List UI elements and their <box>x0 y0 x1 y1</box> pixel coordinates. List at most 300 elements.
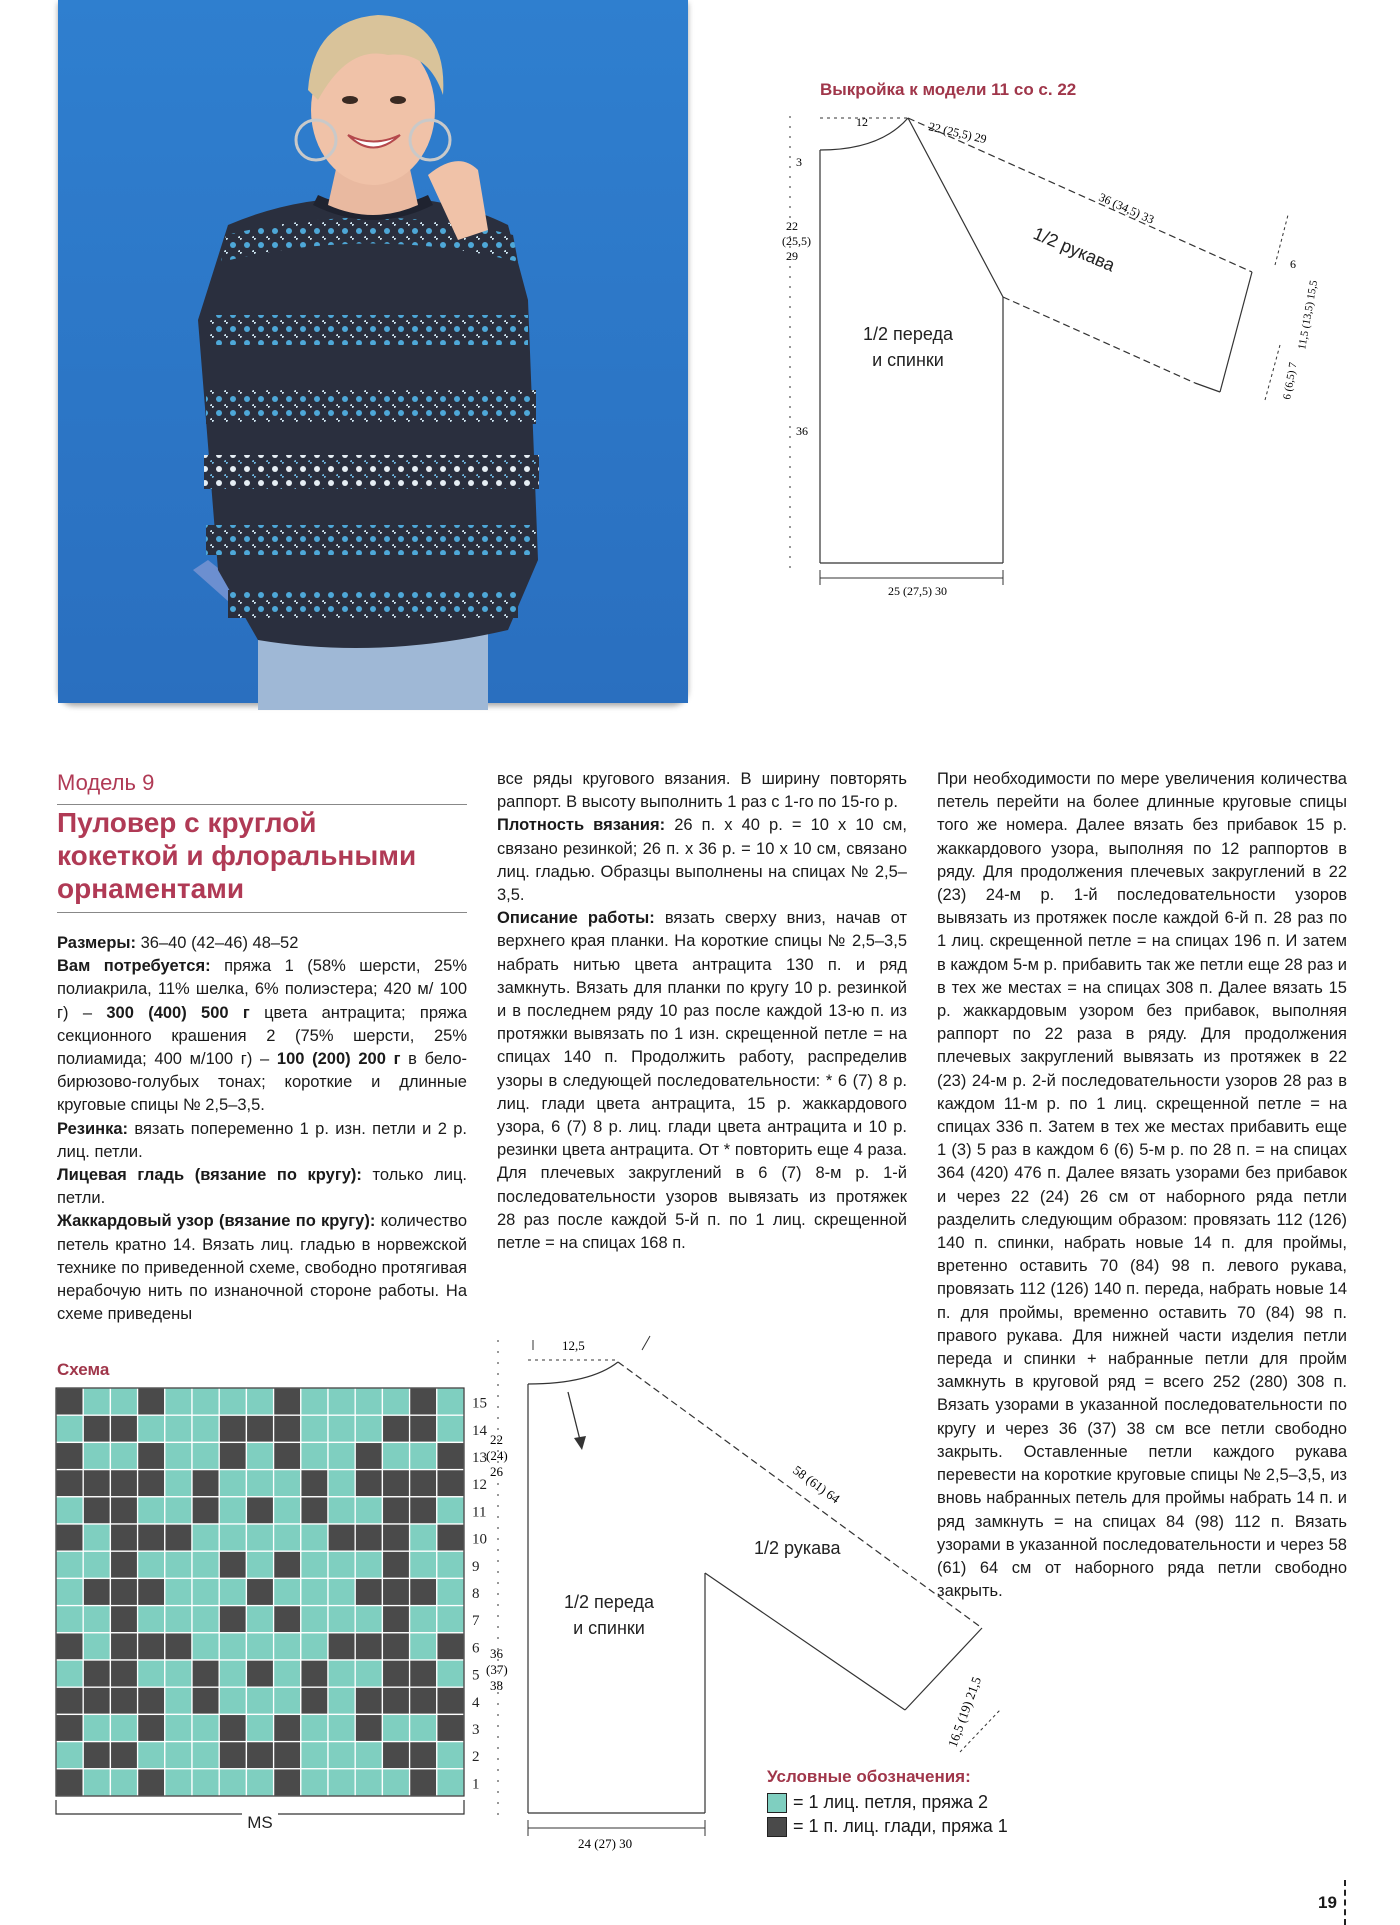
chart-cell <box>410 1606 437 1633</box>
text-column-1 <box>57 932 467 1326</box>
chart-cell <box>410 1415 437 1442</box>
chart-cell <box>138 1551 165 1578</box>
chart-cell <box>355 1388 382 1415</box>
chart-cell <box>165 1769 192 1796</box>
chart-cell <box>437 1687 464 1714</box>
body-length-2-1: 36 <box>490 1646 503 1661</box>
chart-cell <box>274 1442 301 1469</box>
chart-cell <box>110 1551 137 1578</box>
chart-cell <box>110 1742 137 1769</box>
sleeve-length-label-2: 58 (61) 64 <box>790 1462 843 1507</box>
chart-cell <box>83 1742 110 1769</box>
chart-cell <box>328 1578 355 1605</box>
chart-cell <box>274 1415 301 1442</box>
chart-cell <box>138 1388 165 1415</box>
chart-cell <box>138 1497 165 1524</box>
chart-cell <box>382 1470 409 1497</box>
chart-cell <box>437 1660 464 1687</box>
chart-cell <box>355 1687 382 1714</box>
chart-cell <box>83 1660 110 1687</box>
chart-cell <box>138 1578 165 1605</box>
scheme-title: Схема <box>57 1360 110 1379</box>
chart-cell <box>165 1388 192 1415</box>
chart-cell <box>437 1714 464 1741</box>
title-line-3: орнаментами <box>57 873 245 904</box>
body-width-label: 25 (27,5) 30 <box>888 584 947 598</box>
chart-cell <box>56 1742 83 1769</box>
chart-cell <box>192 1687 219 1714</box>
legend-title: Условные обозначения: <box>767 1767 971 1786</box>
chart-cell <box>165 1470 192 1497</box>
chart-cell <box>382 1551 409 1578</box>
chart-cell <box>192 1742 219 1769</box>
teal-swatch-icon <box>767 1793 787 1813</box>
chart-cell <box>410 1442 437 1469</box>
chart-cell <box>165 1606 192 1633</box>
heading-rule-top <box>57 804 467 805</box>
chart-cell <box>56 1442 83 1469</box>
chart-cell <box>355 1524 382 1551</box>
chart-cell <box>138 1714 165 1741</box>
chart-row-number: 2 <box>472 1749 480 1766</box>
chart-cell <box>328 1497 355 1524</box>
chart-cell <box>328 1415 355 1442</box>
chart-cell <box>382 1578 409 1605</box>
sleeve-part-label: 1/2 рукава <box>1030 223 1118 276</box>
chart-cell <box>274 1714 301 1741</box>
chart-cell <box>328 1742 355 1769</box>
chart-cell <box>56 1578 83 1605</box>
chart-cell <box>437 1497 464 1524</box>
chart-cell <box>274 1388 301 1415</box>
chart-cell <box>138 1633 165 1660</box>
chart-cell <box>56 1769 83 1796</box>
chart-cell <box>355 1497 382 1524</box>
chart-row-number: 15 <box>472 1395 487 1412</box>
chart-cell <box>274 1633 301 1660</box>
chart-cell <box>382 1742 409 1769</box>
chart-cell <box>437 1769 464 1796</box>
chart-row-number: 1 <box>472 1776 480 1793</box>
chart-cell <box>274 1470 301 1497</box>
chart-cell <box>165 1415 192 1442</box>
chart-cell <box>410 1551 437 1578</box>
heading-rule-bottom <box>57 912 467 913</box>
chart-cell <box>110 1660 137 1687</box>
armhole-depth-2: (25,5) <box>782 234 811 248</box>
chart-cell <box>165 1442 192 1469</box>
chart-cell <box>246 1415 273 1442</box>
chart-cell <box>110 1633 137 1660</box>
model-title <box>57 806 467 905</box>
text-column-2 <box>497 768 907 1255</box>
chart-cell <box>192 1578 219 1605</box>
legend-item-teal: = 1 лиц. петля, пряжа 2 <box>767 1792 1008 1813</box>
chart-cell <box>437 1606 464 1633</box>
chart-cell <box>219 1442 246 1469</box>
chart-cell <box>83 1769 110 1796</box>
chart-cell <box>110 1442 137 1469</box>
chart-cell <box>382 1388 409 1415</box>
chart-cell <box>165 1578 192 1605</box>
chart-row-number: 11 <box>472 1504 487 1521</box>
chart-cell <box>355 1633 382 1660</box>
chart-cell <box>138 1769 165 1796</box>
chart-cell <box>83 1687 110 1714</box>
model-label: Модель 9 <box>57 770 155 795</box>
chart-cell <box>219 1769 246 1796</box>
chart-cell <box>110 1578 137 1605</box>
model-photo <box>58 0 688 703</box>
jacquard-paragraph: Жаккардовый узор (вязание по кругу): количество петель кратно 14. Вязать лиц. гладью в норвежской технике по приведенной схеме, свободно протягивая нерабочую нить по изнаночной стороне работы. На схеме приведены <box>57 1212 468 1324</box>
cuff-bottom-label: 6 (6,5) 7 <box>1281 361 1300 401</box>
pattern-caption: Выкройка к модели 11 со с. 22 <box>820 80 1077 99</box>
chart-cell <box>246 1497 273 1524</box>
title-line-2: кокеткой и флоральными <box>57 840 417 871</box>
chart-cell <box>246 1606 273 1633</box>
chart-cell <box>192 1606 219 1633</box>
sweater-photo-illustration <box>58 0 688 703</box>
chart-cell <box>192 1660 219 1687</box>
jacquard-chart <box>56 1388 487 1838</box>
chart-cell <box>382 1442 409 1469</box>
chart-cell <box>56 1551 83 1578</box>
chart-cell <box>274 1660 301 1687</box>
chart-cell <box>301 1388 328 1415</box>
ms-label: MS <box>247 1813 273 1832</box>
chart-cell <box>437 1633 464 1660</box>
chart-cell <box>355 1415 382 1442</box>
chart-cell <box>110 1388 137 1415</box>
neck-width-label-2: 12,5 <box>562 1338 585 1353</box>
chart-cell <box>219 1687 246 1714</box>
chart-cell <box>328 1388 355 1415</box>
chart-cell <box>328 1606 355 1633</box>
chart-cell <box>110 1606 137 1633</box>
chart-cell <box>328 1687 355 1714</box>
chart-cell <box>56 1388 83 1415</box>
chart-cell <box>192 1714 219 1741</box>
page-edge-mark <box>1344 1880 1346 1925</box>
chart-cell <box>274 1497 301 1524</box>
chart-cell <box>138 1742 165 1769</box>
body-length-label: 36 <box>796 424 808 438</box>
chart-cell <box>246 1578 273 1605</box>
chart-cell <box>110 1524 137 1551</box>
chart-cell <box>138 1470 165 1497</box>
chart-cell <box>246 1742 273 1769</box>
chart-row-number: 12 <box>472 1477 487 1494</box>
chart-cell <box>83 1388 110 1415</box>
cuff-width-label-2: 16,5 (19) 21,5 <box>944 1674 985 1750</box>
chart-row-number: 14 <box>472 1422 487 1439</box>
chart-cell <box>382 1524 409 1551</box>
chart-cell <box>246 1524 273 1551</box>
chart-cell <box>382 1606 409 1633</box>
chart-cell <box>410 1660 437 1687</box>
chart-cell <box>56 1415 83 1442</box>
chart-cell <box>165 1497 192 1524</box>
chart-cell <box>246 1442 273 1469</box>
chart-cell <box>138 1524 165 1551</box>
chart-cell <box>328 1714 355 1741</box>
chart-cell <box>382 1769 409 1796</box>
chart-cell <box>165 1714 192 1741</box>
chart-cell <box>165 1551 192 1578</box>
chart-cell <box>192 1633 219 1660</box>
armhole-depth-2-1: 22 <box>490 1432 503 1447</box>
body-length-2-2: (37) <box>486 1662 508 1677</box>
chart-cell <box>274 1606 301 1633</box>
stockinette-paragraph: Лицевая гладь (вязание по кругу): только лиц. петли. <box>57 1166 467 1208</box>
chart-cell <box>246 1687 273 1714</box>
continuation-paragraph: При необходимости по мере увеличения количества петель перейти на более длинные круговые спицы того же номера. Далее вязать без прибавок 15 р. жаккардового узора, выполняя по 12 раппортов в ряду. Для продолжения плечевых закруглений в 22 (23) 24-м р. 1-й последовательности узоров вывязать из протяжек после каждой 6-й п. 28 раз по 1 лиц. скрещенной петле = на спицах 196 п. И затем в каждом 5-м р. прибавить так же петли еще 28 раз и в тех же местах = на спицах 308 п. Далее вязать 15 р. жаккардовым узором без прибавок, выполняя раппорт по 22 раза в ряду. Для продолжения плечевых закруглений вывязать из протяжек в 22 (23) 24-м р. 2-й последовательности узоров 28 раз в каждом 11-м р. по 1 лиц. скрещенной петле = на спицах 336 п. Затем в тех же местах прибавить еще 1 (3) 5 раз в каждом 6 (6) 5-м р. по 28 п. = на спицах 364 (420) 476 п. Далее вязать узорами без прибавок и через 22 (24) 26 см от наборного ряда петли разделить следующим образом: провязать 112 (126) 140 п. спинки, набрать новые 14 п. для проймы, вретенно оставить 70 (84) 98 п. левого рукава, провязать 112 (126) 140 п. переда, набрать новые 14 п. для проймы, временно оставить 70 (84) 98 п. правого рукава. Для нижней части изделия петли переда и спинки + набранные петли для пройм замкнуть в круговой ряд = всего 252 (280) 308 п. Вязать узорами в указанной последовательности по кругу и через 36 (37) 38 см все петли свободно закрыть. Оставленные петли каждого рукава перевести на короткие круговые спицы № 2,5–3,5, из вновь набранных петель для проймы набрать 14 п. и ряд замкнуть = на спицах 84 (98) 112 п. Вязать узорами в указанной последовательности и через 58 (61) 64 см от наборного ряда петли свободно закрыть. <box>937 770 1347 1601</box>
chart-cell <box>355 1578 382 1605</box>
chart-cell <box>219 1633 246 1660</box>
chart-cell <box>274 1742 301 1769</box>
chart-cell <box>355 1660 382 1687</box>
chart-cell <box>138 1415 165 1442</box>
chart-cell <box>83 1551 110 1578</box>
chart-cell <box>328 1442 355 1469</box>
chart-cell <box>83 1714 110 1741</box>
chart-row-number: 3 <box>472 1721 480 1738</box>
chart-cell <box>219 1578 246 1605</box>
pattern-diagram-1 <box>780 100 1360 598</box>
chart-cell <box>83 1497 110 1524</box>
chart-cell <box>328 1633 355 1660</box>
chart-cell <box>301 1442 328 1469</box>
chart-cell <box>110 1714 137 1741</box>
armhole-depth-2-2: (24) <box>486 1448 508 1463</box>
chart-cell <box>437 1578 464 1605</box>
chart-cell <box>410 1742 437 1769</box>
chart-cell <box>110 1415 137 1442</box>
chart-cell <box>83 1633 110 1660</box>
chart-row-number: 7 <box>472 1613 480 1630</box>
chart-cell <box>437 1415 464 1442</box>
chart-cell <box>219 1660 246 1687</box>
text-column-3 <box>937 768 1347 1603</box>
chart-cell <box>83 1524 110 1551</box>
body-part-label-2-2: и спинки <box>573 1618 645 1638</box>
chart-cell <box>192 1470 219 1497</box>
chart-cell <box>246 1551 273 1578</box>
body-length-2-3: 38 <box>490 1678 503 1693</box>
chart-cell <box>301 1578 328 1605</box>
legend-list <box>767 1792 1008 1837</box>
chart-cell <box>301 1687 328 1714</box>
chart-row-number: 5 <box>472 1667 480 1684</box>
chart-cell <box>355 1769 382 1796</box>
chart-row-number: 13 <box>472 1449 487 1466</box>
chart-row-number: 9 <box>472 1558 480 1575</box>
chart-cell <box>138 1442 165 1469</box>
chart-cell <box>382 1687 409 1714</box>
chart-cell <box>301 1497 328 1524</box>
chart-cell <box>437 1742 464 1769</box>
chart-cell <box>274 1524 301 1551</box>
chart-cell <box>192 1415 219 1442</box>
chart-cell <box>328 1769 355 1796</box>
body-part-label-1: 1/2 переда <box>863 324 953 344</box>
chart-cell <box>410 1524 437 1551</box>
chart-cell <box>56 1606 83 1633</box>
chart-cell <box>410 1714 437 1741</box>
chart-cell <box>301 1633 328 1660</box>
chart-cell <box>165 1660 192 1687</box>
chart-cell <box>219 1415 246 1442</box>
chart-cell <box>355 1606 382 1633</box>
chart-cell <box>328 1660 355 1687</box>
chart-cell <box>328 1524 355 1551</box>
chart-cell <box>382 1633 409 1660</box>
chart-cell <box>192 1388 219 1415</box>
chart-cell <box>56 1497 83 1524</box>
chart-row-number: 8 <box>472 1585 480 1602</box>
sleeve-part-label-2: 1/2 рукава <box>754 1538 841 1558</box>
neck-depth-label: 3 <box>796 155 802 169</box>
chart-cell <box>165 1524 192 1551</box>
chart-cell <box>138 1687 165 1714</box>
chart-cell <box>192 1769 219 1796</box>
description-paragraph: Описание работы: вязать сверху вниз, начав от верхнего края планки. На короткие спицы № 2,5–3,5 набрать нитью цвета антрацита 130 п. и ряд замкнуть. Вязать для планки по кругу 10 р. резинкой и в последнем ряду 10 раз после каждой 13-ю п. из протяжки вывязать по 1 изн. скрещенной петле = на спицах 140 п. Продолжить работу, распределив узоры в следующей последовательности: * 6 (7) 8 р. лиц. глади цвета антрацита, 15 р. жаккардового узора, 6 (7) 8 р. лиц. глади цвета антрацита и 10 р. резинки цвета антрацита. От * повторить еще 4 раза. Для плечевых закруглений в 6 (7) 8-м р. 1-й последовательности узоров вывязать из протяжек 28 раз после каждой 5-й п. по 1 лиц. скрещенной петле = на спицах 168 п. <box>497 909 907 1253</box>
chart-cell <box>355 1470 382 1497</box>
chart-cell <box>382 1415 409 1442</box>
chart-cell <box>301 1524 328 1551</box>
chart-cell <box>219 1470 246 1497</box>
armhole-depth-2-3: 26 <box>490 1464 503 1479</box>
chart-cell <box>246 1633 273 1660</box>
materials-paragraph: Вам потребуется: пряжа 1 (58% шерсти, 25% полиакрила, 11% шелка, 6% полиэстера; 420 м/ 100 г) – 300 (400) 500 г цвета антрацита; пряжа секционного крашения 2 (75% шерсти, 25% полиамида; 400 м/100 г) – 100 (200) 200 г в бело-бирюзово-голубых тонах; короткие и длинные круговые спицы № 2,5–3,5. <box>57 957 468 1115</box>
chart-cell <box>165 1742 192 1769</box>
armhole-depth-1: 22 <box>786 219 798 233</box>
body-part-label-2: и спинки <box>872 350 944 370</box>
chart-cell <box>410 1578 437 1605</box>
chart-cell <box>410 1388 437 1415</box>
chart-cell <box>219 1606 246 1633</box>
chart-cell <box>328 1470 355 1497</box>
chart-cell <box>301 1660 328 1687</box>
armhole-depth-3: 29 <box>786 249 798 263</box>
dark-swatch-icon <box>767 1817 787 1837</box>
chart-cell <box>355 1742 382 1769</box>
chart-cell <box>246 1660 273 1687</box>
chart-cell <box>219 1742 246 1769</box>
chart-cell <box>437 1442 464 1469</box>
chart-cell <box>56 1714 83 1741</box>
chart-cell <box>219 1551 246 1578</box>
chart-cell <box>410 1687 437 1714</box>
chart-cell <box>110 1470 137 1497</box>
chart-cell <box>110 1497 137 1524</box>
chart-cell <box>274 1551 301 1578</box>
chart-cell <box>301 1415 328 1442</box>
chart-cell <box>56 1524 83 1551</box>
chart-cell <box>110 1769 137 1796</box>
chart-cell <box>83 1470 110 1497</box>
chart-cell <box>301 1714 328 1741</box>
chart-cell <box>138 1660 165 1687</box>
chart-cell <box>165 1687 192 1714</box>
chart-cell <box>192 1442 219 1469</box>
chart-cell <box>301 1470 328 1497</box>
chart-cell <box>382 1714 409 1741</box>
chart-cell <box>410 1470 437 1497</box>
chart-cell <box>246 1470 273 1497</box>
sleeve-length-label: 36 (34,5) 33 <box>1096 189 1157 227</box>
chart-cell <box>382 1660 409 1687</box>
chart-cell <box>410 1769 437 1796</box>
chart-cell <box>274 1687 301 1714</box>
chart-cell <box>246 1714 273 1741</box>
chart-cell <box>219 1388 246 1415</box>
chart-cell <box>301 1742 328 1769</box>
chart-row-number: 6 <box>472 1640 480 1657</box>
chart-cell <box>83 1578 110 1605</box>
chart-cell <box>328 1551 355 1578</box>
chart-cell <box>219 1714 246 1741</box>
body-part-label-2-1: 1/2 переда <box>564 1592 654 1612</box>
chart-cell <box>246 1769 273 1796</box>
page-number: 19 <box>1318 1893 1337 1912</box>
chart-cell <box>83 1442 110 1469</box>
chart-cell <box>301 1606 328 1633</box>
chart-cell <box>355 1714 382 1741</box>
chart-cell <box>56 1633 83 1660</box>
cuff-small-label: 6 <box>1290 257 1296 271</box>
raglan-length-label: 22 (25,5) 29 <box>927 119 988 147</box>
chart-cell <box>246 1388 273 1415</box>
chart-cell <box>437 1470 464 1497</box>
chart-row-number: 4 <box>472 1694 480 1711</box>
chart-cell <box>355 1551 382 1578</box>
chart-cell <box>83 1606 110 1633</box>
rib-paragraph: Резинка: вязать попеременно 1 р. изн. петли и 2 р. лиц. петли. <box>57 1119 467 1161</box>
chart-cell <box>274 1769 301 1796</box>
chart-row-number: 10 <box>472 1531 487 1548</box>
chart-cell <box>437 1551 464 1578</box>
title-line-1: Пуловер с круглой <box>57 807 317 838</box>
chart-cell <box>192 1497 219 1524</box>
gauge-paragraph: Плотность вязания: 26 п. х 40 р. = 10 х 10 см, связано резинкой; 26 п. х 36 р. = 10 х 10 см, связано лиц. гладью. Образцы выполнены на спицах № 2,5–3,5. <box>497 816 907 905</box>
chart-cell <box>382 1497 409 1524</box>
rows-paragraph: все ряды кругового вязания. В ширину повторять раппорт. В высоту выполнить 1 раз с 1-го по 15-го р. <box>497 770 907 812</box>
chart-cell <box>56 1660 83 1687</box>
sizes-paragraph: Размеры: 36–40 (42–46) 48–52 <box>57 934 299 952</box>
chart-cell <box>219 1524 246 1551</box>
legend-item-dark: = 1 п. лиц. глади, пряжа 1 <box>767 1816 1008 1837</box>
chart-cell <box>410 1633 437 1660</box>
chart-cell <box>110 1687 137 1714</box>
chart-cell <box>138 1606 165 1633</box>
chart-cell <box>355 1442 382 1469</box>
chart-cell <box>56 1687 83 1714</box>
chart-cell <box>83 1415 110 1442</box>
chart-cell <box>192 1524 219 1551</box>
chart-cell <box>410 1497 437 1524</box>
chart-cell <box>219 1497 246 1524</box>
chart-cell <box>301 1769 328 1796</box>
chart-cell <box>165 1633 192 1660</box>
body-width-label-2: 24 (27) 30 <box>578 1836 633 1851</box>
chart-cell <box>56 1470 83 1497</box>
cuff-width-label: 11,5 (13,5) 15,5 <box>1296 279 1321 351</box>
chart-cell <box>301 1551 328 1578</box>
chart-cell <box>437 1388 464 1415</box>
chart-cell <box>437 1524 464 1551</box>
chart-cell <box>192 1551 219 1578</box>
